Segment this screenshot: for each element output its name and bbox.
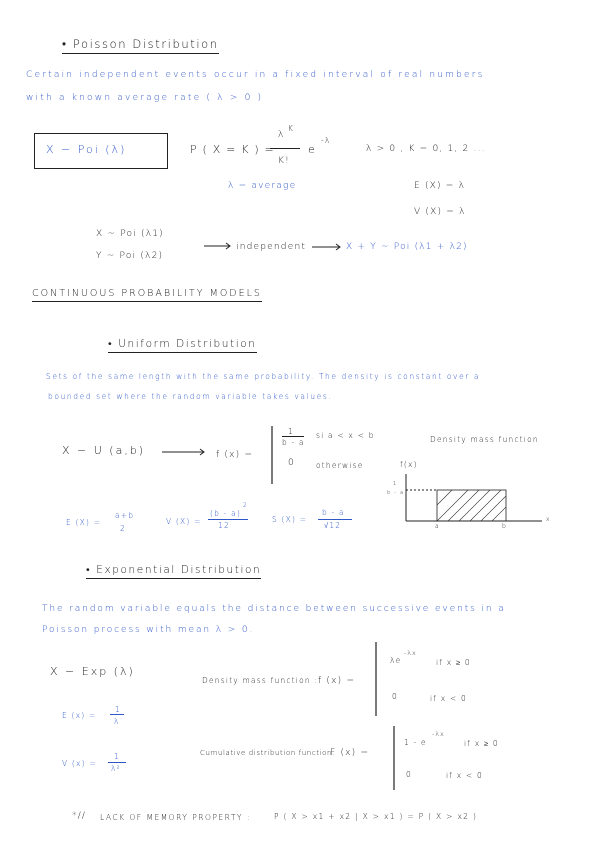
uniform-var-den: 12 (218, 521, 230, 530)
poisson-pmf-denominator: K! (278, 156, 290, 166)
exponential-definition: X ~ Exp (λ) (50, 665, 135, 678)
uniform-heading: • Uniform Distribution (108, 338, 257, 353)
exponential-density-case1-sup: -λx (404, 650, 417, 657)
poisson-pmf-exp-base: e (308, 143, 316, 156)
exponential-density-label: Density mass function : (202, 676, 319, 685)
uniform-f-label: f (x) = (216, 450, 254, 460)
poisson-pmf-lhs: P ( X = K ) = (190, 143, 275, 156)
exponential-density-case2-cond: if x < 0 (430, 694, 467, 703)
uniform-definition: X ~ U (a,b) (62, 444, 146, 457)
exponential-mean-num: 1 (115, 705, 121, 714)
uniform-mean-den: 2 (120, 524, 126, 533)
exponential-density-case2: 0 (392, 692, 398, 701)
arrow-sum-result (312, 244, 340, 250)
exponential-f-label: f (x) = (318, 676, 356, 686)
exponential-desc-line1: The random variable equals the distance between successive events in a (42, 604, 506, 614)
uniform-sd-num: b - a (322, 508, 345, 517)
exponential-density-case1: λe (390, 656, 402, 665)
exponential-desc-line2: Poisson process with mean λ > 0. (42, 625, 255, 635)
uniform-mean-num: a+b (115, 511, 135, 520)
uniform-mean-lhs: E (X) = (66, 518, 102, 527)
arrow-uniform (162, 449, 204, 455)
uniform-density-label: Density mass function (430, 435, 539, 444)
uniform-var-lhs: V (X) = (166, 517, 202, 526)
uniform-graph-ytick-den: b - a (387, 490, 405, 496)
memory-label: LACK OF MEMORY PROPERTY : (100, 813, 251, 822)
uniform-case1-cond: si a < x < b (316, 431, 375, 440)
poisson-sum-x: X ~ Poi (λ1) (96, 229, 164, 239)
exponential-var-lhs: V (x) = (62, 759, 97, 768)
poisson-independent-label: independent (236, 242, 307, 252)
uniform-var-sup: 2 (243, 502, 249, 509)
exponential-F-label: F (x) = (330, 748, 370, 758)
poisson-heading: • Poisson Distribution (62, 37, 219, 54)
uniform-desc-line1: Sets of the same length with the same probability. The density is constant over a (46, 372, 481, 381)
exponential-mean-lhs: E (x) = (62, 711, 97, 720)
exponential-cdf-label: Cumulative distribution function: (200, 749, 336, 757)
uniform-case1-num: 1 (288, 427, 294, 436)
uniform-sd-den: √12 (324, 521, 342, 530)
exponential-var-num: 1 (114, 752, 120, 761)
uniform-graph (406, 474, 542, 521)
poisson-definition: X ~ Poi (λ) (46, 143, 127, 156)
uniform-graph-ytick-num: 1 (393, 481, 398, 487)
uniform-desc-line2: bounded set where the random variable takes values. (48, 392, 333, 401)
exponential-mean-den: λ (114, 717, 120, 726)
poisson-lambda-note: λ = average (228, 181, 297, 191)
uniform-case2-val: 0 (288, 458, 295, 468)
memory-mark: *// (72, 811, 87, 821)
uniform-case2-cond: otherwise (316, 461, 364, 470)
poisson-sum-y: Y ~ Poi (λ2) (96, 251, 164, 261)
exponential-cdf-case2: 0 (406, 770, 412, 779)
exponential-cdf-case1: 1 - e (404, 738, 427, 747)
exponential-heading: • Exponential Distribution (86, 564, 261, 579)
memory-formula: P ( X > x1 + x2 | X > x1 ) = P ( X > x2 ) (274, 812, 478, 821)
poisson-sum-result: X + Y ~ Poi (λ1 + λ2) (346, 242, 468, 252)
exponential-var-den: λ² (111, 764, 121, 773)
exponential-cdf-case2-cond: if x < 0 (446, 771, 483, 780)
exponential-cdf-case1-cond: if x ≥ 0 (464, 739, 499, 748)
poisson-intro-line1: Certain independent events occur in a fixed interval of real numbers (26, 70, 485, 80)
uniform-case1-den: b - a (282, 438, 305, 447)
exponential-density-case1-cond: if x ≥ 0 (436, 658, 471, 667)
continuous-heading: CONTINUOUS PROBABILITY MODELS (32, 288, 262, 302)
uniform-sd-lhs: S (X) = (272, 515, 308, 524)
arrow-independent (204, 243, 230, 249)
poisson-mean: E (X) = λ (414, 181, 466, 191)
poisson-pmf-exp-sup: -λ (321, 136, 331, 145)
poisson-condition: λ > 0 , K = 0, 1, 2 ... (366, 144, 486, 154)
poisson-intro-line2: with a known average rate ( λ > 0 ) (26, 93, 264, 103)
uniform-graph-a: a (435, 523, 440, 530)
exponential-cdf-case1-sup: -λx (432, 731, 445, 738)
uniform-graph-x: x (546, 516, 551, 523)
uniform-graph-b: b (502, 523, 508, 530)
poisson-pmf-numerator: λ (278, 130, 285, 140)
poisson-variance: V (X) = λ (414, 207, 466, 217)
uniform-var-num: (b - a) (210, 509, 242, 518)
uniform-graph-fx: f(x) (400, 460, 418, 469)
poisson-pmf-numerator-exp: K (288, 124, 295, 133)
